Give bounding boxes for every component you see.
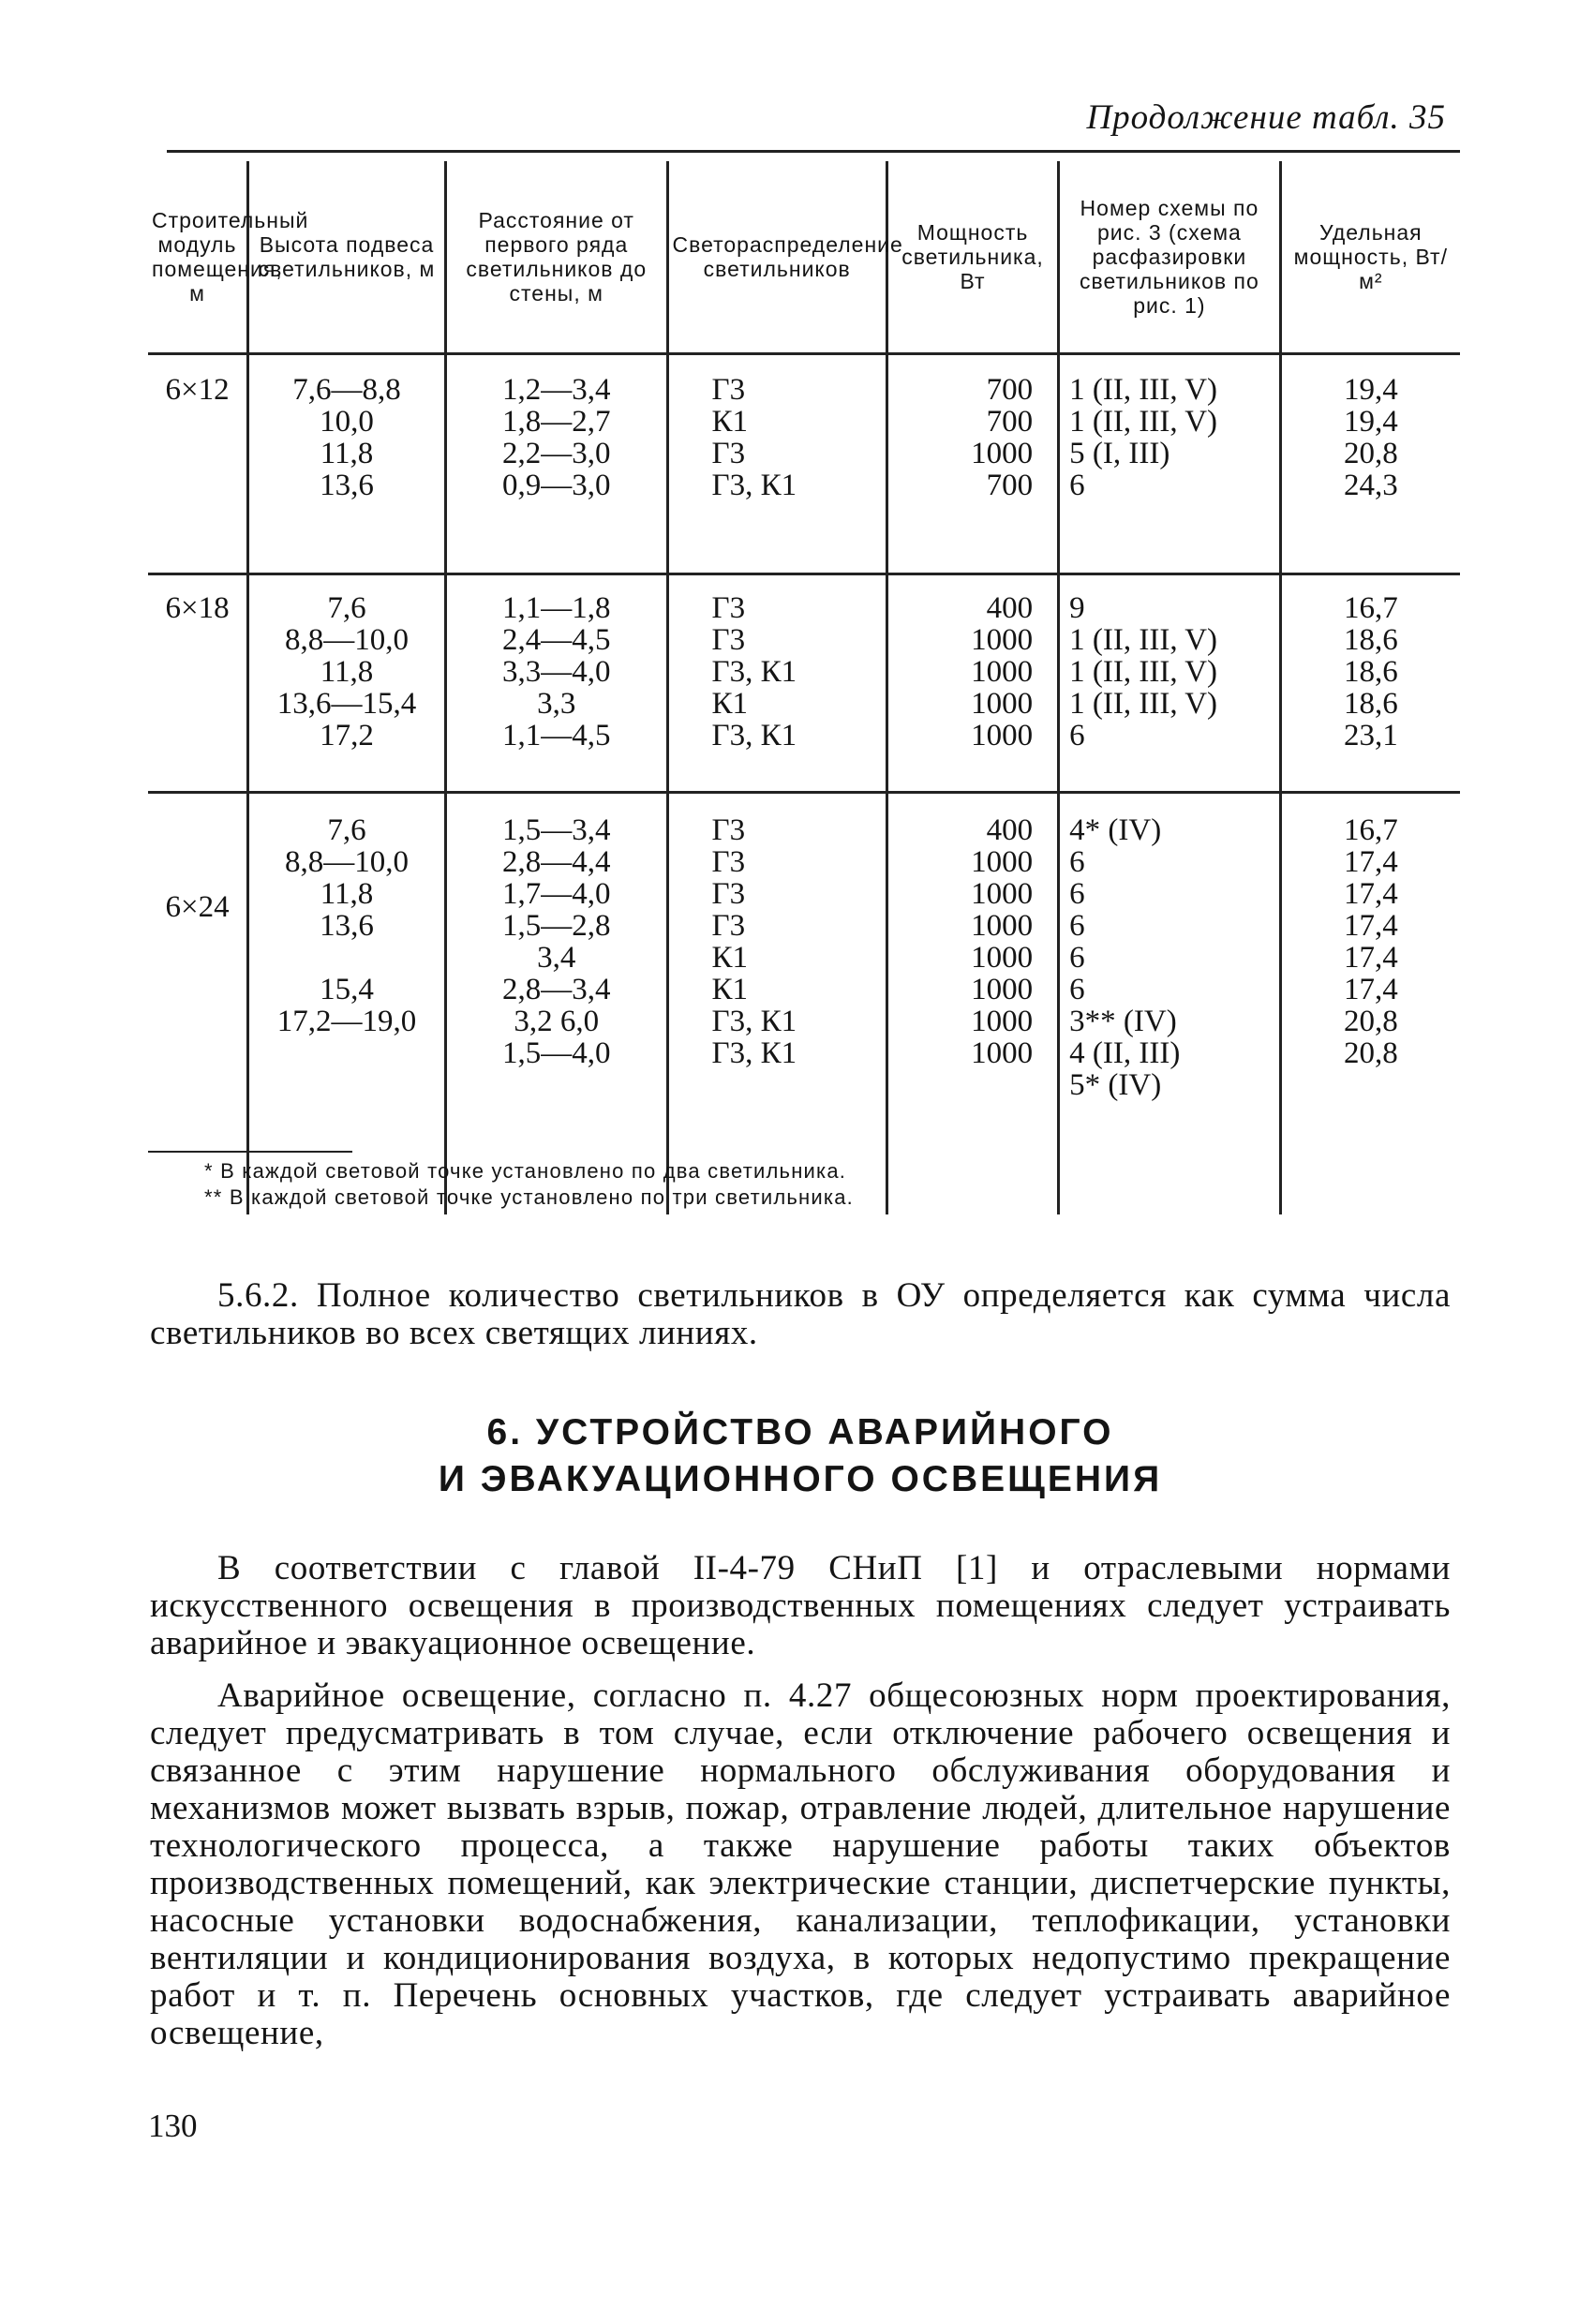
cell-value: 7,6 xyxy=(327,591,366,625)
cell-value: 20,8 xyxy=(1343,1005,1398,1038)
cell-value: 6 xyxy=(1069,845,1085,879)
cell-value: Г3 xyxy=(711,909,746,943)
cell-value: 24,3 xyxy=(1343,469,1398,502)
cell-value: 8,8—10,0 xyxy=(285,845,409,879)
cell-value: 700 xyxy=(986,469,1034,502)
cell-value: 5* (IV) xyxy=(1069,1068,1162,1102)
cell-value: 3,2 6,0 xyxy=(514,1005,600,1038)
table-header-row xyxy=(148,161,1460,354)
cell-value: 11,8 xyxy=(320,437,374,470)
cell-value: 17,2—19,0 xyxy=(276,1005,417,1038)
cell-value: 4* (IV) xyxy=(1069,813,1162,847)
page-number: 130 xyxy=(148,2108,198,2144)
cell-value: К1 xyxy=(711,973,749,1006)
cell-value: 2,4—4,5 xyxy=(501,623,611,657)
cell-value: 400 xyxy=(986,813,1034,847)
cell-value: 17,4 xyxy=(1343,877,1398,911)
cell-value: 1000 xyxy=(971,941,1034,975)
table-row xyxy=(148,574,1460,793)
cell-power xyxy=(886,354,1058,574)
cell-value: Г3, К1 xyxy=(711,1036,797,1070)
cell-value: 6 xyxy=(1069,941,1085,975)
cell-value: 0,9—3,0 xyxy=(501,469,611,502)
cell-value: 400 xyxy=(986,591,1034,625)
footnote: ** В каждой световой точке установлено по три светильника. xyxy=(204,1185,854,1209)
cell-value: 1 (II, III, V) xyxy=(1069,405,1218,439)
cell-scheme xyxy=(1059,574,1281,793)
cell-value: 23,1 xyxy=(1343,719,1398,752)
table-top-rule xyxy=(167,150,1460,153)
cell-value: 6 xyxy=(1069,719,1085,752)
cell-distance xyxy=(445,574,667,793)
cell-value: 13,6—15,4 xyxy=(276,687,417,721)
cell-value: 3,4 xyxy=(537,941,576,975)
cell-value: 20,8 xyxy=(1343,1036,1398,1070)
col-header-module: Строительный модуль помещения, м xyxy=(148,161,248,354)
cell-value: 2,8—3,4 xyxy=(501,973,611,1006)
cell-specific-power xyxy=(1280,574,1460,793)
cell-value: Г3 xyxy=(711,877,746,911)
cell-value: 15,4 xyxy=(320,973,374,1006)
cell-value: 17,4 xyxy=(1343,909,1398,943)
cell-value: Г3, К1 xyxy=(711,1005,797,1038)
cell-value: 3,3—4,0 xyxy=(501,655,611,689)
section-heading-line: 6. УСТРОЙСТВО АВАРИЙНОГО xyxy=(486,1412,1114,1452)
cell-value: 1 (II, III, V) xyxy=(1069,373,1218,407)
cell-value: 18,6 xyxy=(1343,687,1398,721)
cell-value: 16,7 xyxy=(1343,591,1398,625)
cell-value: 20,8 xyxy=(1343,437,1398,470)
cell-power xyxy=(886,574,1058,793)
cell-value: 19,4 xyxy=(1343,373,1398,407)
body-paragraph: Аварийное освещение, согласно п. 4.27 общесоюзных норм проектирования, следует предусматривать в том случае, если отключение рабочего освещения и связанное с этим нарушение нормального обслуживания оборудования и механизмов может вызвать взрыв, пожар, отравление людей, длительное нарушение технологического процесса, а также нарушение работы таких объектов производственных помещений, как электрические станции, диспетчерские пункты, насосные установки водоснабжения, канализации, теплофикации, установки вентиляции и кондиционирования воздуха, в которых недопустимо прекращение работ и т. п. Перечень основных участков, где следует устраивать аварийное освещение, xyxy=(150,1676,1451,2052)
cell-value: 6 xyxy=(1069,973,1085,1006)
cell-value: 1 (II, III, V) xyxy=(1069,623,1218,657)
cell-value: 19,4 xyxy=(1343,405,1398,439)
cell-value: 1000 xyxy=(971,655,1034,689)
body-paragraph: В соответствии с главой II-4-79 СНиП [1] и отраслевыми нормами искусственного освещения в производственных помещениях следует устраивать аварийное и эвакуационное освещение. xyxy=(150,1549,1451,1662)
cell-value: 18,6 xyxy=(1343,655,1398,689)
cell-value: 7,6—8,8 xyxy=(292,373,401,407)
cell-value: К1 xyxy=(711,405,749,439)
section-heading-line: И ЭВАКУАЦИОННОГО ОСВЕЩЕНИЯ xyxy=(438,1459,1163,1499)
cell-value: 700 xyxy=(986,373,1034,407)
footnote: * В каждой световой точке установлено по два светильника. xyxy=(204,1159,847,1183)
cell-value: 17,2 xyxy=(320,719,374,752)
lighting-table xyxy=(148,161,1460,1214)
cell-height xyxy=(248,574,446,793)
cell-value: 2,8—4,4 xyxy=(501,845,611,879)
cell-value: 17,4 xyxy=(1343,973,1398,1006)
cell-value: 3** (IV) xyxy=(1069,1005,1177,1038)
cell-value: 17,4 xyxy=(1343,845,1398,879)
cell-value: Г3 xyxy=(711,437,746,470)
col-header-specific-power: Удельная мощность, Вт/м² xyxy=(1280,161,1460,354)
cell-value: 1,5—3,4 xyxy=(501,813,611,847)
cell-value: Г3, К1 xyxy=(711,655,797,689)
cell-value: 13,6 xyxy=(320,469,374,502)
cell-value: 10,0 xyxy=(320,405,374,439)
cell-value: 2,2—3,0 xyxy=(501,437,611,470)
cell-value: 1000 xyxy=(971,909,1034,943)
cell-value: 18,6 xyxy=(1343,623,1398,657)
cell-distance xyxy=(445,354,667,574)
cell-scheme xyxy=(1059,354,1281,574)
cell-value: 13,6 xyxy=(320,909,374,943)
col-header-power: Мощность светильника, Вт xyxy=(886,161,1058,354)
cell-value: 1,7—4,0 xyxy=(501,877,611,911)
cell-value: 1000 xyxy=(971,877,1034,911)
cell-value: 1,5—4,0 xyxy=(501,1036,611,1070)
cell-value: 6 xyxy=(1069,909,1085,943)
table-row xyxy=(148,354,1460,574)
cell-specific-power xyxy=(1280,354,1460,574)
cell-value: 17,4 xyxy=(1343,941,1398,975)
cell-value: 1,8—2,7 xyxy=(501,405,611,439)
cell-value: 11,8 xyxy=(320,877,374,911)
cell-value: 700 xyxy=(986,405,1034,439)
cell-value: К1 xyxy=(711,687,749,721)
cell-value: 11,8 xyxy=(320,655,374,689)
cell-scheme xyxy=(1059,793,1281,1215)
paragraph-5-6-2: 5.6.2. Полное количество светильников в ОУ определяется как сумма числа светильников во всех светящих линиях. xyxy=(150,1276,1451,1352)
cell-module: 6×24 xyxy=(165,890,230,924)
cell-value: 1,2—3,4 xyxy=(501,373,611,407)
cell-module: 6×12 xyxy=(148,354,248,574)
footnote-rule xyxy=(148,1151,352,1153)
cell-value: 1,5—2,8 xyxy=(501,909,611,943)
cell-value: К1 xyxy=(711,941,749,975)
cell-value: 6 xyxy=(1069,877,1085,911)
table-footnotes xyxy=(204,1158,1329,1211)
cell-value: 7,6 xyxy=(327,813,366,847)
cell-value: 8,8—10,0 xyxy=(285,623,409,657)
col-header-distribution: Светораспределение светильников xyxy=(667,161,886,354)
cell-value xyxy=(259,942,435,974)
cell-value: 1 (II, III, V) xyxy=(1069,655,1218,689)
cell-value: Г3 xyxy=(711,813,746,847)
cell-value: 3,3 xyxy=(537,687,576,721)
cell-value: 1000 xyxy=(971,719,1034,752)
cell-value: 1000 xyxy=(971,437,1034,470)
section-heading xyxy=(150,1409,1451,1503)
col-header-distance: Расстояние от первого ряда светильников до стены, м xyxy=(445,161,667,354)
col-header-height: Высота подвеса светильников, м xyxy=(248,161,446,354)
cell-value: Г3, К1 xyxy=(711,469,797,502)
cell-module: 6×18 xyxy=(148,574,248,793)
cell-value: 1000 xyxy=(971,623,1034,657)
cell-distribution xyxy=(667,793,886,1215)
cell-value: 1 (II, III, V) xyxy=(1069,687,1218,721)
cell-distribution xyxy=(667,354,886,574)
cell-distance xyxy=(445,793,667,1215)
table-continuation-caption: Продолжение табл. 35 xyxy=(1086,98,1446,137)
cell-value: Г3, К1 xyxy=(711,719,797,752)
cell-value: Г3 xyxy=(711,623,746,657)
cell-value: 1000 xyxy=(971,845,1034,879)
cell-value: 9 xyxy=(1069,591,1085,625)
cell-height xyxy=(248,354,446,574)
cell-value: 4 (II, III) xyxy=(1069,1036,1181,1070)
cell-value: 1000 xyxy=(971,1005,1034,1038)
cell-value: 1000 xyxy=(971,973,1034,1006)
cell-value: Г3 xyxy=(711,845,746,879)
cell-value: 1,1—4,5 xyxy=(501,719,611,752)
cell-value: Г3 xyxy=(711,591,746,625)
cell-value: 1000 xyxy=(971,687,1034,721)
cell-value: 1000 xyxy=(971,1036,1034,1070)
col-header-scheme: Номер схемы по рис. 3 (схема расфазировки светильников по рис. 1) xyxy=(1059,161,1281,354)
cell-specific-power xyxy=(1280,793,1460,1215)
cell-value: 1,1—1,8 xyxy=(501,591,611,625)
cell-value: 6 xyxy=(1069,469,1085,502)
cell-value: Г3 xyxy=(711,373,746,407)
cell-power xyxy=(886,793,1058,1215)
cell-value: 16,7 xyxy=(1343,813,1398,847)
cell-distribution xyxy=(667,574,886,793)
cell-value: 5 (I, III) xyxy=(1069,437,1170,470)
